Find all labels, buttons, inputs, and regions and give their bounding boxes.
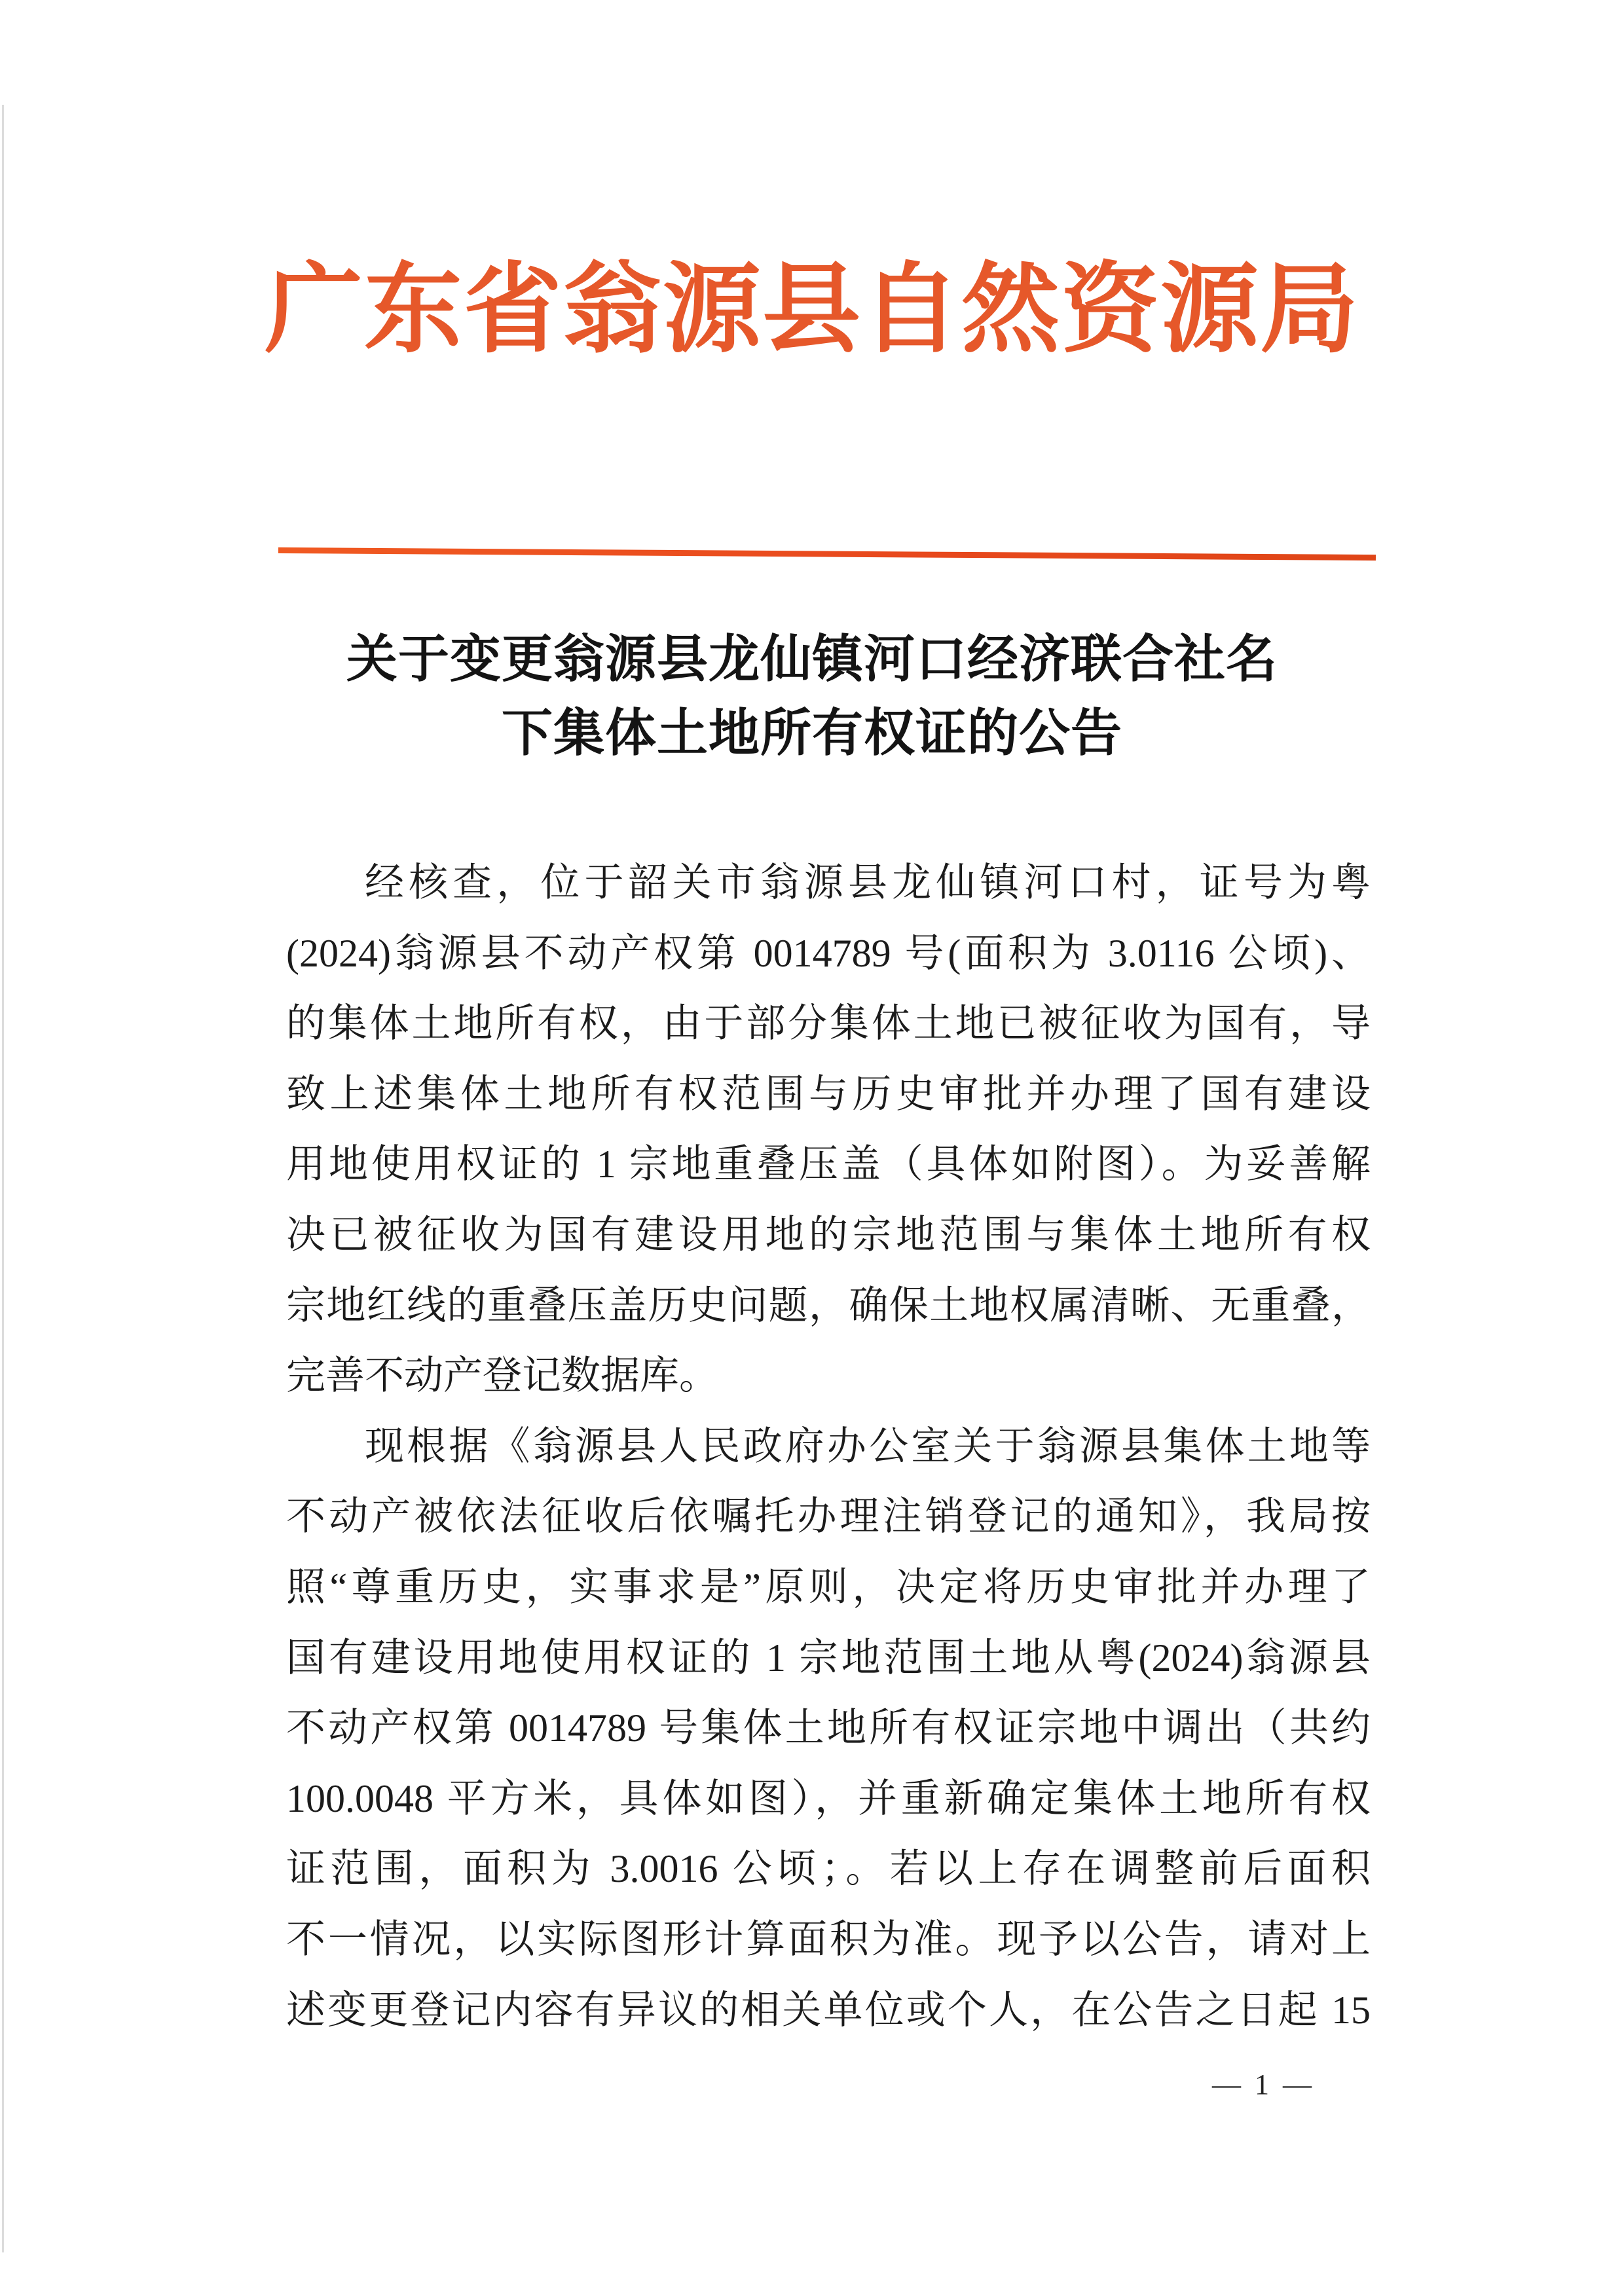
body-line: 致上述集体土地所有权范围与历史审批并办理了国有建设	[286, 1072, 1371, 1116]
body-line: 现根据《翁源县人民政府办公室关于翁源县集体土地等	[365, 1424, 1371, 1468]
body-line: 不一情况，以实际图形计算面积为准。现予以公告，请对上	[286, 1917, 1371, 1961]
body-line: 国有建设用地使用权证的 1 宗地范围土地从粤(2024)翁源县	[286, 1636, 1371, 1680]
body-line: 不动产被依法征收后依嘱托办理注销登记的通知》，我局按	[286, 1495, 1371, 1539]
agency-header: 广东省翁源县自然资源局	[264, 256, 1359, 365]
document-title	[0, 622, 1624, 770]
page-number: — 1 —	[1212, 2068, 1315, 2101]
body-line: 述变更登记内容有异议的相关单位或个人，在公告之日起 15	[286, 1988, 1371, 2032]
body-line: 完善不动产登记数据库。	[286, 1354, 718, 1398]
body-line: (2024)翁源县不动产权第 0014789 号(面积为 3.0116 公顷)、	[286, 931, 1371, 975]
body-line: 100.0048 平方米，具体如图），并重新确定集体土地所有权	[286, 1776, 1371, 1820]
body-line: 用地使用权证的 1 宗地重叠压盖（具体如附图）。为妥善解	[286, 1143, 1371, 1186]
scan-edge-artifact	[2, 105, 4, 2252]
body-line: 证范围，面积为 3.0016 公顷；。若以上存在调整前后面积	[286, 1847, 1371, 1891]
orange-divider	[278, 547, 1376, 560]
body-line: 照“尊重历史，实事求是”原则，决定将历史审批并办理了	[286, 1565, 1371, 1609]
document-title-line-1: 关于变更翁源县龙仙镇河口经济联合社名	[346, 630, 1278, 688]
body-line: 决已被征收为国有建设用地的宗地范围与集体土地所有权	[286, 1213, 1371, 1257]
document-title-line-2: 下集体土地所有权证的公告	[501, 704, 1122, 762]
body-line: 宗地红线的重叠压盖历史问题，确保土地权属清晰、无重叠，	[286, 1283, 1371, 1327]
body-line: 经核查，位于韶关市翁源县龙仙镇河口村，证号为粤	[365, 861, 1371, 904]
body-line: 不动产权第 0014789 号集体土地所有权证宗地中调出（共约	[286, 1706, 1371, 1750]
body-line: 的集体土地所有权，由于部分集体土地已被征收为国有，导	[286, 1002, 1371, 1046]
body-text	[286, 848, 1371, 2046]
